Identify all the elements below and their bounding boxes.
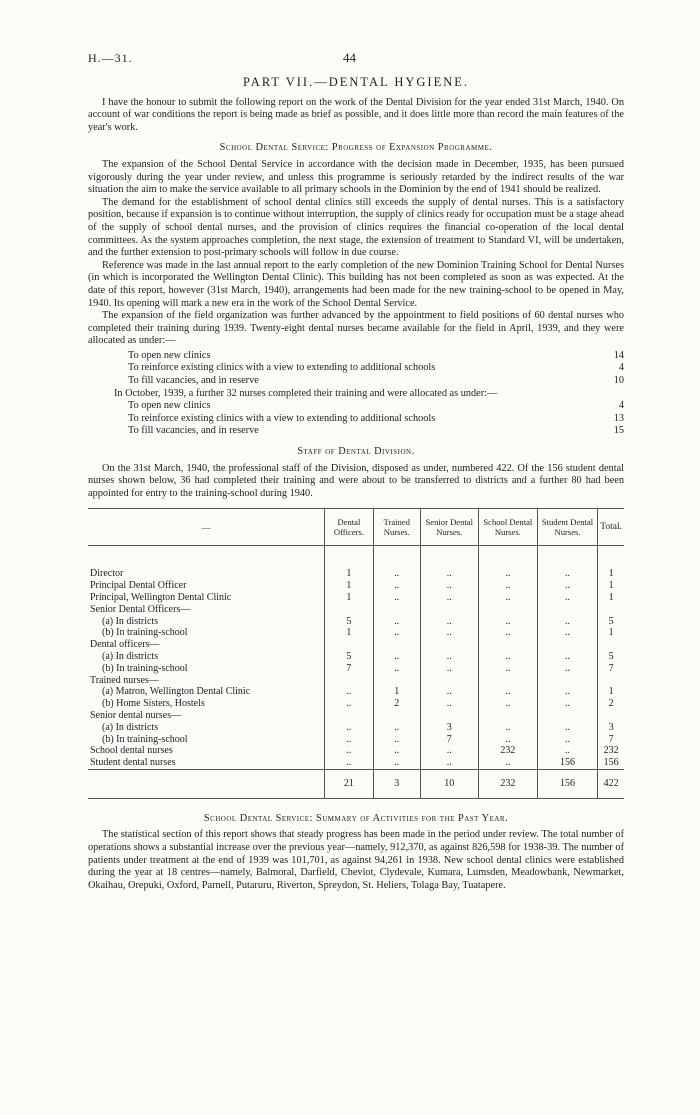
- allocation-item: [88, 375, 624, 388]
- table-row: [88, 698, 624, 710]
- table-cell: ..: [373, 757, 420, 769]
- table-cell: [420, 604, 478, 616]
- row-label-cell: Dental officers—: [90, 639, 160, 651]
- table-cell: 5: [325, 651, 374, 663]
- table-cell: ..: [537, 663, 597, 675]
- table-cell: ..: [478, 722, 537, 734]
- document-reference: H.—31.: [88, 51, 133, 65]
- table-cell: ..: [478, 568, 537, 580]
- allocation-list-april: [88, 350, 624, 438]
- page-number: 44: [343, 50, 356, 65]
- table-row: [88, 580, 624, 592]
- allocation-item: [88, 425, 624, 438]
- table-cell: ..: [373, 734, 420, 746]
- total-cell: 422: [598, 769, 624, 798]
- table-cell: ..: [373, 745, 420, 757]
- totals-label-cell: [88, 769, 325, 798]
- table-cell: 1: [598, 686, 624, 698]
- table-body: [88, 546, 624, 770]
- table-cell: 1: [325, 592, 374, 604]
- table-cell: [598, 604, 624, 616]
- row-label-cell: (b) In training-school: [102, 627, 188, 639]
- table-cell: [325, 639, 374, 651]
- table-cell: ..: [325, 757, 374, 769]
- column-header: School Dental Nurses.: [478, 509, 537, 546]
- table-cell: 7: [598, 734, 624, 746]
- table-cell: 5: [598, 651, 624, 663]
- column-header: —: [88, 509, 325, 546]
- table-cell: 1: [373, 686, 420, 698]
- part-title: PART VII.—DENTAL HYGIENE.: [242, 75, 470, 89]
- allocation-item: [88, 362, 624, 375]
- table-cell: ..: [325, 734, 374, 746]
- table-cell: 7: [420, 734, 478, 746]
- table-cell: ..: [478, 616, 537, 628]
- table-cell: ..: [373, 663, 420, 675]
- table-cell: [373, 639, 420, 651]
- table-row: [88, 651, 624, 663]
- row-label-cell: (a) In districts: [102, 721, 159, 733]
- table-cell: ..: [537, 627, 597, 639]
- table-cell: ..: [373, 616, 420, 628]
- table-row: [88, 592, 624, 604]
- allocation-value: 13: [613, 412, 624, 424]
- table-cell: 5: [325, 616, 374, 628]
- table-cell: ..: [420, 686, 478, 698]
- table-cell: ..: [537, 651, 597, 663]
- allocation-value: 4: [618, 400, 624, 412]
- table-cell: ..: [420, 627, 478, 639]
- table-cell: [598, 710, 624, 722]
- allocation-value: 14: [613, 349, 624, 361]
- table-cell: 1: [598, 568, 624, 580]
- table-row: [88, 745, 624, 757]
- table-cell: ..: [537, 580, 597, 592]
- total-cell: 10: [420, 769, 478, 798]
- section-heading-summary: School Dental Service: Summary of Activities for the Past Year.: [203, 812, 509, 824]
- table-cell: ..: [537, 616, 597, 628]
- table-cell: 1: [325, 627, 374, 639]
- row-label-cell: Principal Dental Officer: [90, 580, 187, 592]
- table-cell: ..: [537, 568, 597, 580]
- table-cell: ..: [420, 592, 478, 604]
- table-cell: [478, 710, 537, 722]
- table-cell: ..: [420, 663, 478, 675]
- row-label-cell: Principal, Wellington Dental Clinic: [90, 592, 232, 603]
- allocation-october-intro: In October, 1939, a further 32 nurses completed their training and were allocated as under:—: [114, 387, 498, 399]
- table-cell: ..: [478, 734, 537, 746]
- table-cell: [598, 639, 624, 651]
- allocation-label: To fill vacancies, and in reserve: [128, 375, 259, 387]
- table-row: [88, 675, 624, 687]
- row-label-cell: (b) In training-school: [102, 662, 188, 674]
- table-cell: [420, 710, 478, 722]
- allocation-value: 4: [618, 362, 624, 374]
- total-cell: 3: [373, 769, 420, 798]
- table-cell: 1: [598, 580, 624, 592]
- table-cell: ..: [537, 592, 597, 604]
- table-cell: 5: [598, 616, 624, 628]
- allocation-value: 10: [613, 375, 624, 387]
- table-cell: ..: [325, 722, 374, 734]
- table-cell: [373, 604, 420, 616]
- column-header: Trained Nurses.: [373, 509, 420, 546]
- table-row: [88, 663, 624, 675]
- table-cell: ..: [537, 722, 597, 734]
- table-cell: [420, 675, 478, 687]
- row-label-cell: Student dental nurses: [90, 757, 176, 769]
- table-cell: 1: [598, 627, 624, 639]
- allocation-item: [88, 350, 624, 363]
- table-row: [88, 734, 624, 746]
- table-cell: 7: [598, 663, 624, 675]
- total-cell: 156: [537, 769, 597, 798]
- table-cell: 2: [373, 698, 420, 710]
- row-label-cell: (b) Home Sisters, Hostels: [102, 698, 205, 710]
- column-header: Senior Dental Nurses.: [420, 509, 478, 546]
- table-cell: [598, 675, 624, 687]
- row-label-cell: (a) In districts: [102, 615, 159, 627]
- table-cell: ..: [478, 663, 537, 675]
- allocation-label: To fill vacancies, and in reserve: [128, 425, 259, 437]
- table-totals-row: [88, 769, 624, 798]
- table-cell: 156: [598, 757, 624, 769]
- table-cell: ..: [420, 568, 478, 580]
- table-cell: ..: [325, 686, 374, 698]
- table-row: [88, 639, 624, 651]
- table-cell: [325, 604, 374, 616]
- page-header: [88, 52, 624, 74]
- allocation-label: To reinforce existing clinics with a view to extending to additional schools: [128, 362, 436, 374]
- column-header: Total.: [598, 509, 624, 546]
- table-cell: ..: [478, 686, 537, 698]
- table-cell: [420, 639, 478, 651]
- table-cell: 156: [537, 757, 597, 769]
- document-page: [88, 52, 624, 892]
- staff-paragraph: On the 31st March, 1940, the professional staff of the Division, disposed as under, numbered 422. Of the 156 student dental nurses shown below, 36 had completed their training and were about to be transferred to districts and a further 80 had been appointed for entry to the training-school during 1940.: [88, 462, 624, 499]
- table-row: [88, 710, 624, 722]
- table-cell: [537, 604, 597, 616]
- table-cell: [537, 710, 597, 722]
- table-cell: 7: [325, 663, 374, 675]
- table-cell: ..: [325, 698, 374, 710]
- total-cell: 232: [478, 769, 537, 798]
- table-cell: 1: [325, 580, 374, 592]
- allocation-label: To open new clinics: [128, 400, 211, 412]
- row-label-cell: Trained nurses—: [90, 674, 159, 686]
- table-cell: [325, 675, 374, 687]
- table-cell: [478, 675, 537, 687]
- allocation-item: [88, 413, 624, 426]
- table-cell: ..: [478, 757, 537, 769]
- row-label-cell: (b) In training-school: [102, 733, 188, 745]
- table-cell: 232: [478, 745, 537, 757]
- table-cell: ..: [537, 745, 597, 757]
- table-row: [88, 757, 624, 769]
- allocation-value: 15: [613, 425, 624, 437]
- section-heading-staff: Staff of Dental Division.: [297, 446, 415, 458]
- table-cell: 2: [598, 698, 624, 710]
- column-header: Dental Officers.: [325, 509, 374, 546]
- allocation-item: [88, 400, 624, 413]
- column-header: Student Dental Nurses.: [537, 509, 597, 546]
- allocation-label: To reinforce existing clinics with a view to extending to additional schools: [128, 412, 436, 424]
- table-cell: ..: [373, 580, 420, 592]
- table-cell: ..: [420, 616, 478, 628]
- table-cell: 1: [598, 592, 624, 604]
- table-cell: ..: [325, 745, 374, 757]
- summary-paragraph: The statistical section of this report shows that steady progress has been made in the period under review. The total number of operations shows a substantial increase over the previous year—namely, 912,370, as against 826,598 for 1938-39. The number of patients under treatment at the end of 1939 was 101,701, as against 94,261 in 1938. New school dental clinics were established during the year at 18 centres—namely, Balmoral, Darfield, Cheviot, Clydevale, Kumara, Lumsden, Meadowbank, Newmarket, Okaihau, Orepuki, Oxford, Parnell, Putaruru, Riverton, Spreydon, St. Heliers, Tolaga Bay, Tuatapere.: [88, 829, 624, 891]
- table-cell: ..: [537, 686, 597, 698]
- section-heading-expansion: School Dental Service: Progress of Expansion Programme.: [219, 142, 493, 154]
- table-cell: [537, 675, 597, 687]
- row-label-cell: Director: [90, 568, 124, 580]
- table-row: [88, 722, 624, 734]
- table-row: [88, 616, 624, 628]
- row-label-cell: (a) In districts: [102, 650, 159, 662]
- table-cell: [325, 710, 374, 722]
- table-cell: ..: [373, 568, 420, 580]
- row-label-cell: School dental nurses: [90, 745, 173, 757]
- table-cell: 232: [598, 745, 624, 757]
- allocation-label: To open new clinics: [128, 349, 211, 361]
- table-cell: 1: [325, 568, 374, 580]
- table-row: [88, 627, 624, 639]
- total-cell: 21: [325, 769, 374, 798]
- table-cell: ..: [373, 627, 420, 639]
- expansion-paragraph-3: Reference was made in the last annual report to the early completion of the new Dominion Training School for Dental Nurses (in which is incorporated the Wellington Dental Clinic). This building has not been completed as soon as was expected. At the date of this report, however (31st March, 1940), arrangements had been made for the new training-school to be opened in May, 1940. Its opening will mark a new era in the work of the School Dental Service.: [88, 259, 624, 309]
- table-cell: [373, 675, 420, 687]
- expansion-paragraph-2: The demand for the establishment of school dental clinics still exceeds the supply of dental nurses. This is a satisfactory position, because if expansion is to continue without interruption, the supply of clinics ready for occupation must be a stage ahead of the supply of school dental nurses, and the provision of clinics requires the financial co-operation of the local dental committees. As the system approaches completion, the next stage, the extension of treatment to Standard VI, will be undertaken, and the further extension to post-primary schools will follow in due course.: [88, 196, 624, 259]
- table-cell: ..: [420, 651, 478, 663]
- table-row: [88, 604, 624, 616]
- table-spacer-row: [88, 546, 624, 569]
- table-cell: [537, 639, 597, 651]
- table-header-row: [88, 509, 624, 546]
- staff-table: [88, 508, 624, 798]
- table-row: [88, 686, 624, 698]
- table-cell: [373, 710, 420, 722]
- table-cell: ..: [373, 592, 420, 604]
- table-cell: ..: [478, 651, 537, 663]
- table-cell: 3: [420, 722, 478, 734]
- table-cell: ..: [478, 580, 537, 592]
- row-label-cell: (a) Matron, Wellington Dental Clinic: [102, 686, 251, 698]
- table-cell: ..: [373, 651, 420, 663]
- table-cell: [478, 639, 537, 651]
- table-cell: ..: [478, 698, 537, 710]
- intro-paragraph: I have the honour to submit the following report on the work of the Dental Division for the year ended 31st March, 1940. On account of war conditions the report is being made as brief as possible, and it does little more than record the main features of the year's work.: [88, 96, 624, 133]
- expansion-paragraph-1: The expansion of the School Dental Service in accordance with the decision made in December, 1935, has been pursued vigorously during the year under review, and unless this programme is seriously retarded by the indirect results of the war situation the aim to make the service available to all primary schools in the Dominion by the end of 1941 should be realized.: [88, 158, 624, 196]
- table-cell: ..: [478, 627, 537, 639]
- expansion-paragraph-4: The expansion of the field organization was further advanced by the appointment to field positions of 60 dental nurses who completed their training during 1939. Twenty-eight dental nurses became available for the field in April, 1939, and they were allocated as under:—: [88, 310, 624, 347]
- table-cell: ..: [420, 745, 478, 757]
- table-cell: ..: [537, 734, 597, 746]
- table-cell: ..: [478, 592, 537, 604]
- row-label-cell: Senior dental nurses—: [90, 709, 182, 721]
- table-cell: ..: [420, 580, 478, 592]
- table-cell: ..: [420, 698, 478, 710]
- table-cell: [478, 604, 537, 616]
- table-cell: ..: [420, 757, 478, 769]
- table-cell: ..: [373, 722, 420, 734]
- table-cell: 3: [598, 722, 624, 734]
- row-label-cell: Senior Dental Officers—: [90, 603, 191, 615]
- table-row: [88, 568, 624, 580]
- table-cell: ..: [537, 698, 597, 710]
